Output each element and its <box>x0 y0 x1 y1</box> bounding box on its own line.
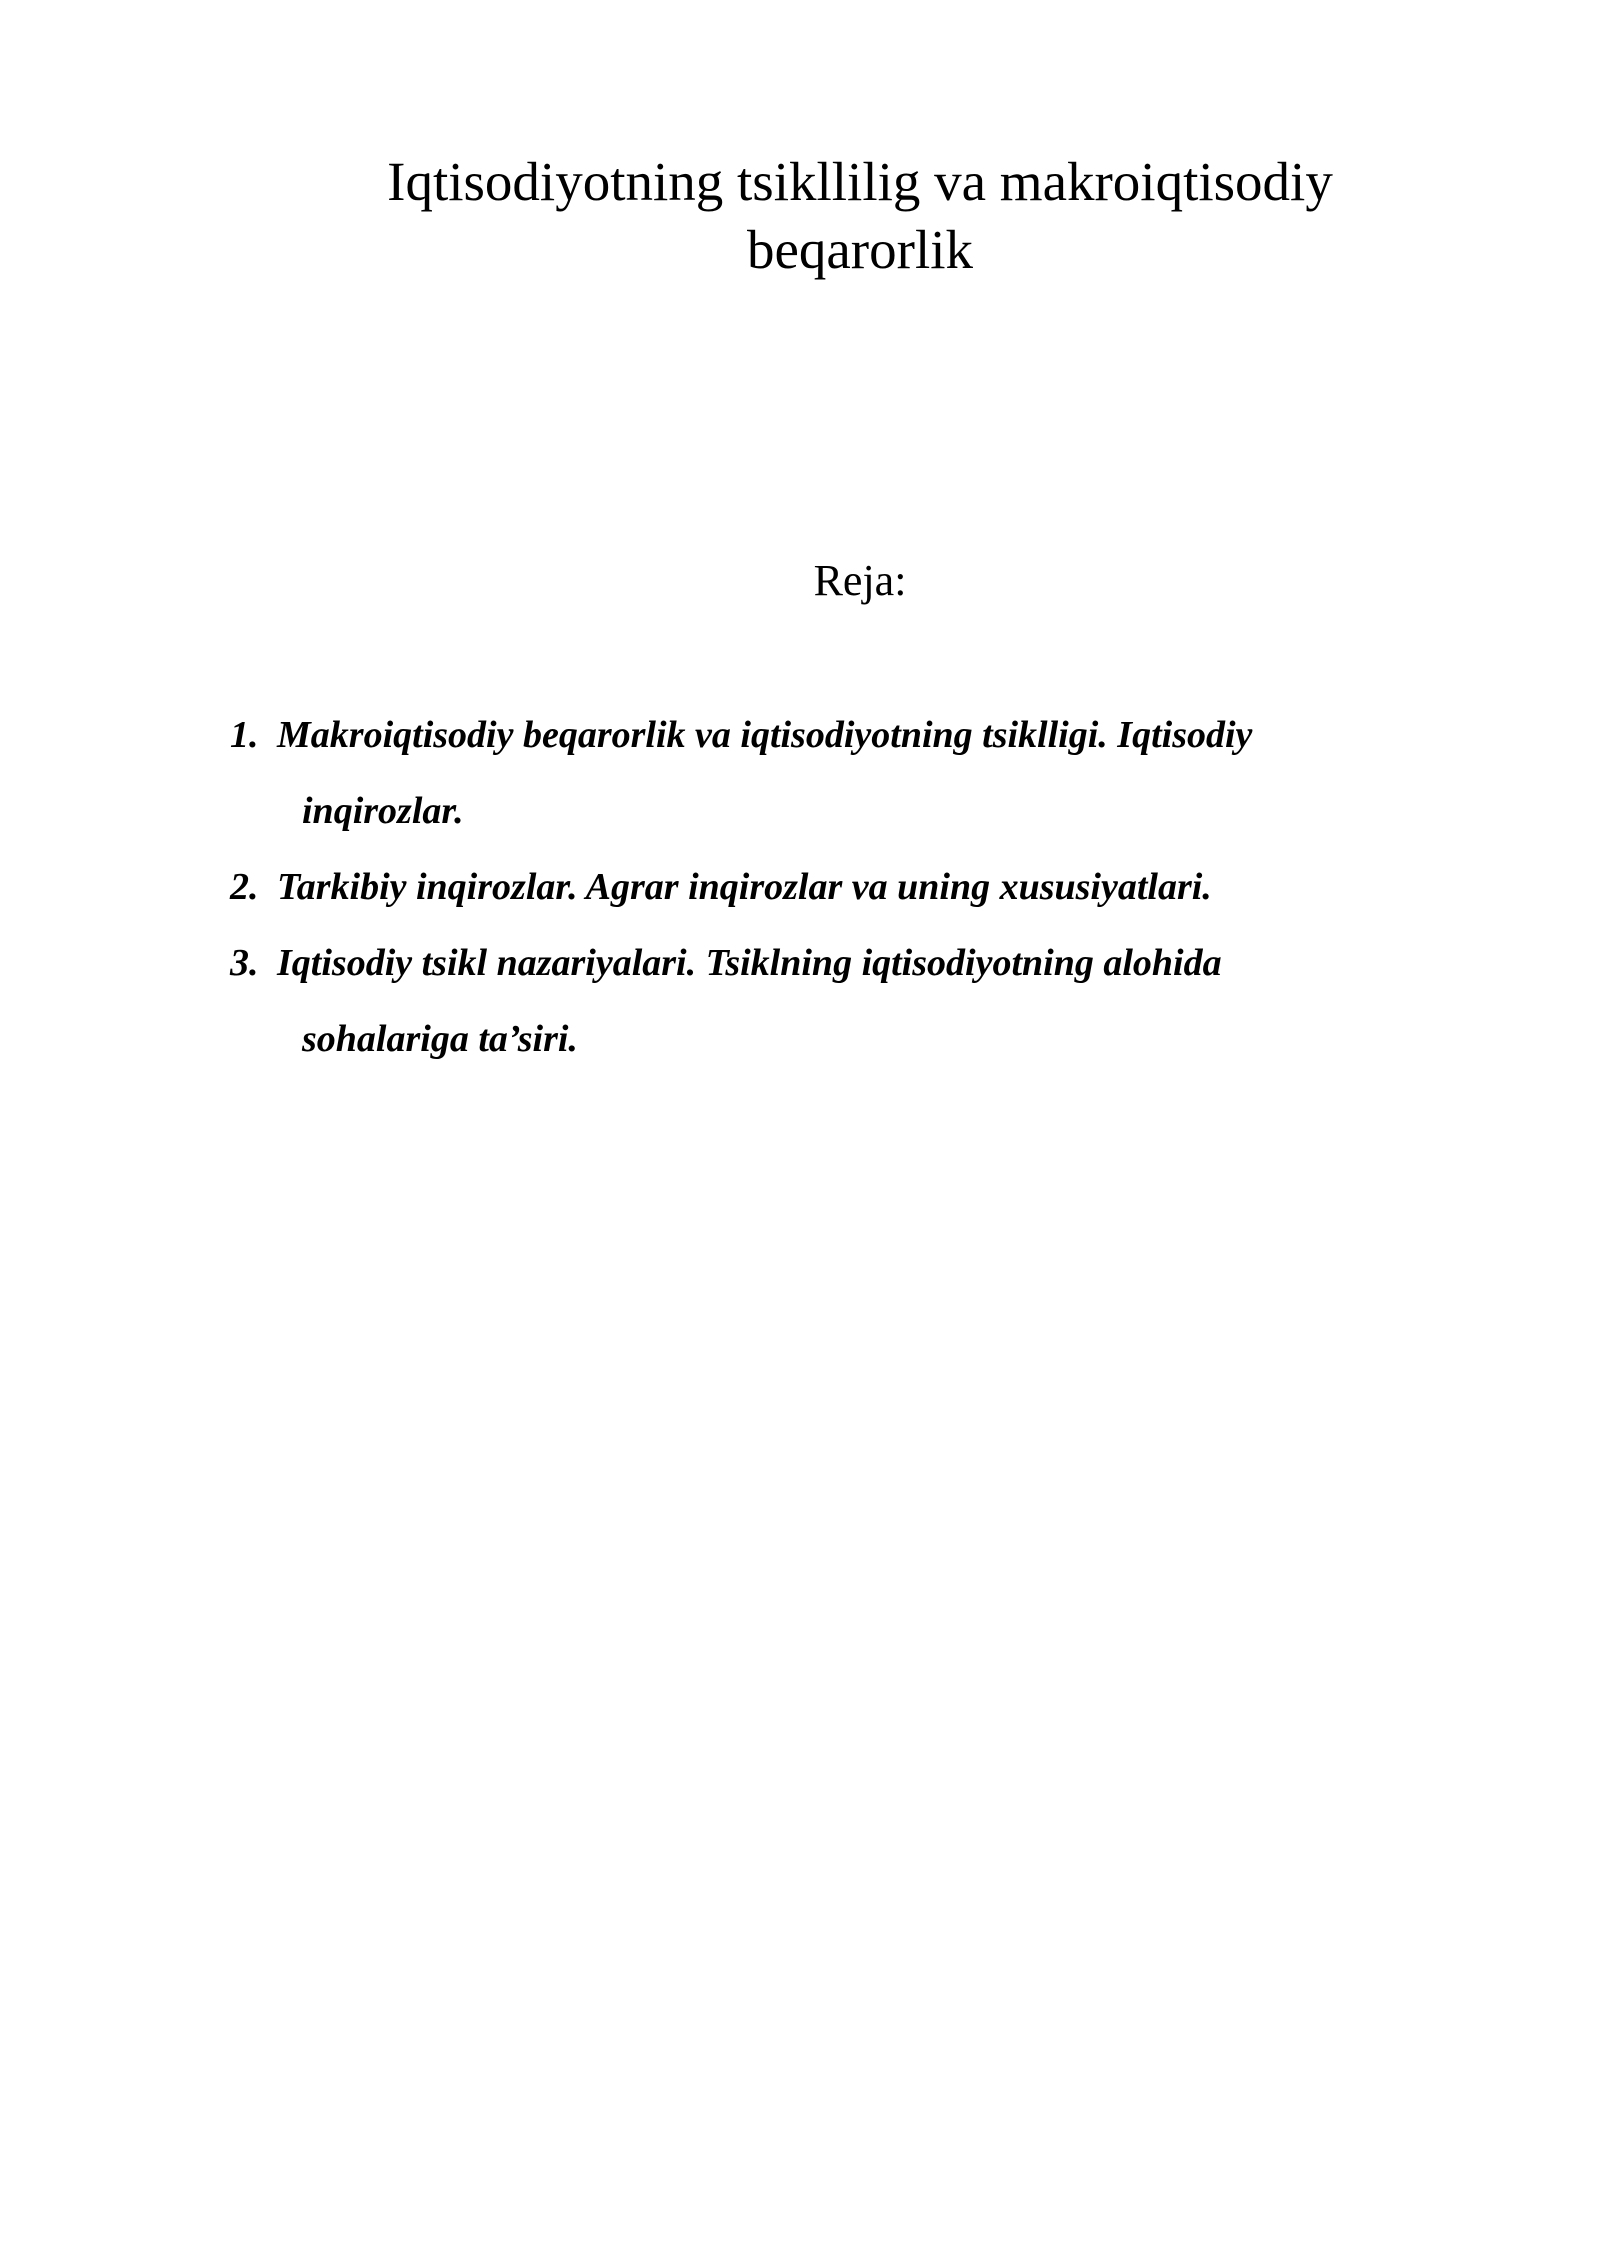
plan-heading: Reja: <box>813 556 907 605</box>
plan-item-line: sohalariga ta’siri. <box>302 1018 578 1060</box>
plan-list <box>230 697 1410 1077</box>
document-title-line-2: beqarorlik <box>746 219 973 280</box>
plan-item-2 <box>230 849 1410 925</box>
plan-item-text <box>277 925 1410 1077</box>
plan-item-text <box>277 697 1410 849</box>
plan-item-text <box>277 849 1410 925</box>
plan-item-3 <box>230 925 1410 1077</box>
plan-item-line: inqirozlar. <box>302 790 464 832</box>
plan-item-number: 1. <box>230 714 259 756</box>
plan-item-line: Iqtisodiy tsikl nazariyalari. Tsiklning iqtisodiyotning alohida <box>277 942 1222 984</box>
document-title-line-1: Iqtisodiyotning tsikllilig va makroiqtisodiy <box>387 151 1333 212</box>
document-title <box>300 148 1420 284</box>
plan-item-1 <box>230 697 1410 849</box>
plan-item-number: 3. <box>230 942 259 984</box>
plan-item-line: Tarkibiy inqirozlar. Agrar inqirozlar va uning xususiyatlari. <box>277 866 1212 908</box>
plan-item-number: 2. <box>230 866 259 908</box>
plan-item-line: Makroiqtisodiy beqarorlik va iqtisodiyotning tsiklligi. Iqtisodiy <box>277 714 1253 756</box>
